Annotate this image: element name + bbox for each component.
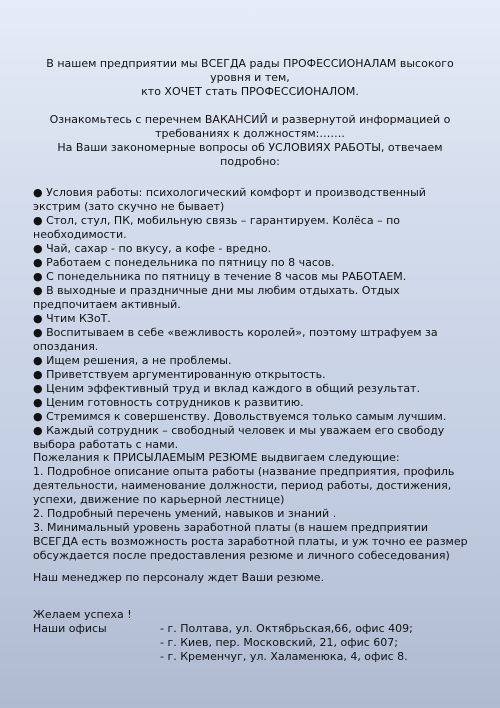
resume-requirements: [33, 451, 473, 563]
list-item: ● Работаем с понедельника по пятницу по 8 часов.: [33, 256, 335, 269]
office-address: - г. Киев, пер. Московский, 21, офис 607;: [160, 636, 399, 649]
offices-label: Наши офисы: [33, 622, 107, 635]
manager-note: Наш менеджер по персоналу ждет Ваши резюме.: [33, 571, 325, 584]
list-item: ● Условия работы: психологический комфорт и производственный экстрим (зато скучно не бывает): [33, 186, 426, 213]
resume-item-3: 3. Минимальный уровень заработной платы (в нашем предприятии ВСЕГДА есть возможность роста заработной платы, и уж точно ее размер обсуждается после предоставления резюме и личного собеседования): [33, 521, 468, 562]
offices-list: [160, 622, 413, 664]
list-item: ● Ценим готовность сотрудников к развитию.: [33, 396, 304, 409]
list-item: ● Чтим КЗоТ.: [33, 312, 111, 325]
resume-item-1: 1. Подробное описание опыта работы (название предприятия, профиль деятельности, наименование должности, период работы, достижения, успехи, движение по карьерной лестнице): [33, 465, 455, 506]
list-item: ● Воспитываем в себе «вежливость королей», поэтому штрафуем за опоздания.: [33, 326, 438, 353]
resume-heading: Пожелания к ПРИСЫЛАЕМЫМ РЕЗЮМЕ выдвигаем следующие:: [33, 451, 400, 464]
list-item: ● С понедельника по пятницу в течение 8 часов мы РАБОТАЕМ.: [33, 270, 407, 283]
list-item: ● Стремимся к совершенству. Довольствуемся только самым лучшим.: [33, 410, 447, 423]
work-conditions-list: [33, 186, 473, 452]
office-address: - г. Полтава, ул. Октябрьская,66, офис 409;: [160, 622, 413, 635]
intro-section: [30, 57, 470, 169]
list-item: ● В выходные и праздничные дни мы любим отдыхать. Отдых предпочитаем активный.: [33, 284, 400, 311]
resume-item-2: 2. Подробный перечень умений, навыков и знаний .: [33, 507, 337, 520]
list-item: ● Стол, стул, ПК, мобильную связь – гарантируем. Колёса – по необходимости.: [33, 214, 400, 241]
intro-welcome-text: В нашем предприятии мы ВСЕГДА рады ПРОФЕССИОНАЛАМ высокого уровня и тем,: [46, 57, 454, 84]
list-item: ● Ценим эффективный труд и вклад каждого в общий результат.: [33, 382, 420, 395]
intro-vacancies-text: Ознакомьтесь с перечнем ВАКАНСИЙ и развернутой информацией о требованиях к должностям:…….: [49, 113, 451, 140]
list-item: ● Каждый сотрудник – свободный человек и мы уважаем его свободу выбора работать с нами.: [33, 424, 445, 451]
closing-wish: Желаем успеха !: [33, 608, 132, 621]
list-item: ● Ищем решения, а не проблемы.: [33, 354, 232, 367]
intro-welcome-text-2: кто ХОЧЕТ стать ПРОФЕССИОНАЛОМ.: [141, 85, 359, 98]
office-address: - г. Кременчуг, ул. Халаменюка, 4, офис 8.: [160, 650, 408, 663]
list-item: ● Приветствуем аргументированную открытость.: [33, 368, 326, 381]
list-item: ● Чай, сахар - по вкусу, а кофе - вредно.: [33, 242, 272, 255]
intro-conditions-text: На Ваши закономерные вопросы об УСЛОВИЯХ РАБОТЫ, отвечаем подробно:: [57, 141, 443, 168]
